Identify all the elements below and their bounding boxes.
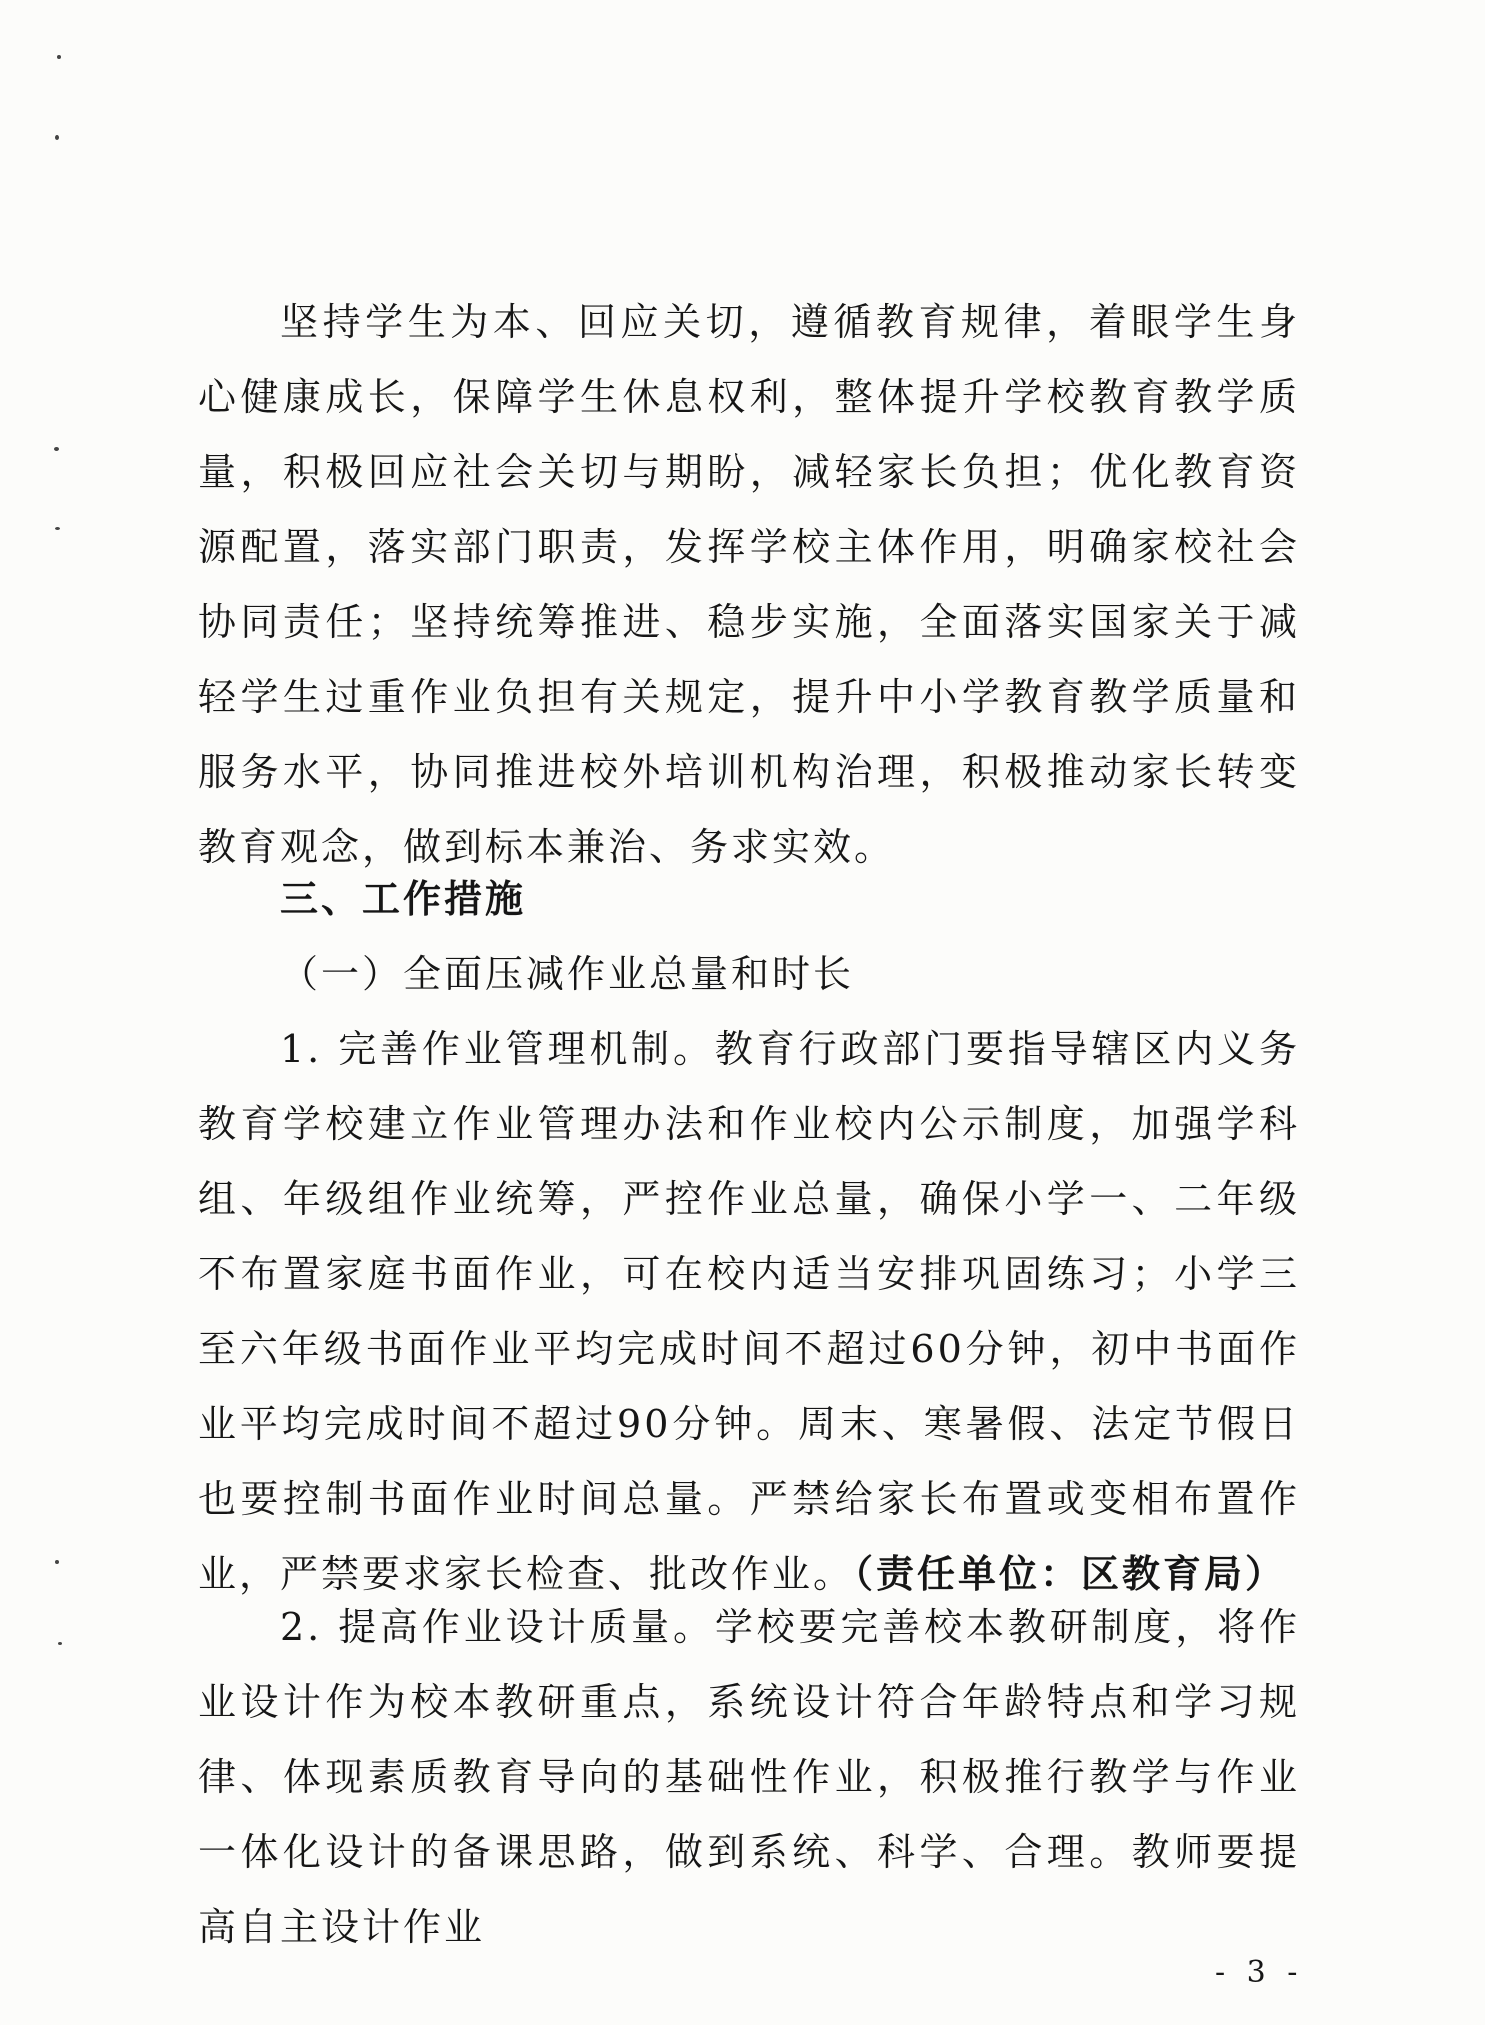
scan-speck <box>57 55 61 59</box>
page-number: - 3 - <box>1215 1955 1304 1990</box>
item-2-paragraph: 2. 提高作业设计质量。学校要完善校本教研制度，将作业设计作为校本教研重点，系统设计符合年龄特点和学习规律、体现素质教育导向的基础性作业，积极推行教学与作业一体化设计的备课思路，做到系统、科学、合理。教师要提高自主设计作业 <box>198 1605 1300 1949</box>
item-1-responsibility: （责任单位：区教育局） <box>854 1552 1287 1596</box>
scan-speck <box>55 527 60 530</box>
scan-speck <box>55 135 59 140</box>
scan-speck <box>55 1560 59 1564</box>
scan-speck <box>58 1642 62 1645</box>
subsection-heading: （一）全面压减作业总量和时长 <box>280 952 855 996</box>
item-1-paragraph <box>198 1012 1300 1612</box>
section-heading: 三、工作措施 <box>280 877 527 921</box>
item-1-text: 1. 完善作业管理机制。教育行政部门要指导辖区内义务教育学校建立作业管理办法和作业校内公示制度，加强学科组、年级组作业统筹，严控作业总量，确保小学一、二年级不布置家庭书面作业，可在校内适当安排巩固练习；小学三至六年级书面作业平均完成时间不超过60分钟，初中书面作业平均完成时间不超过90分钟。周末、寒暑假、法定节假日也要控制书面作业时间总量。严禁给家长布置或变相布置作业，严禁要求家长检查、批改作业。 <box>198 1027 1300 1596</box>
principle-paragraph: 坚持学生为本、回应关切，遵循教育规律，着眼学生身心健康成长，保障学生休息权利，整体提升学校教育教学质量，积极回应社会关切与期盼，减轻家长负担；优化教育资源配置，落实部门职责，发挥学校主体作用，明确家校社会协同责任；坚持统筹推进、稳步实施，全面落实国家关于减轻学生过重作业负担有关规定，提升中小学教育教学质量和服务水平，协同推进校外培训机构治理，积极推动家长转变教育观念，做到标本兼治、务求实效。 <box>198 300 1300 869</box>
scan-speck <box>54 447 59 451</box>
